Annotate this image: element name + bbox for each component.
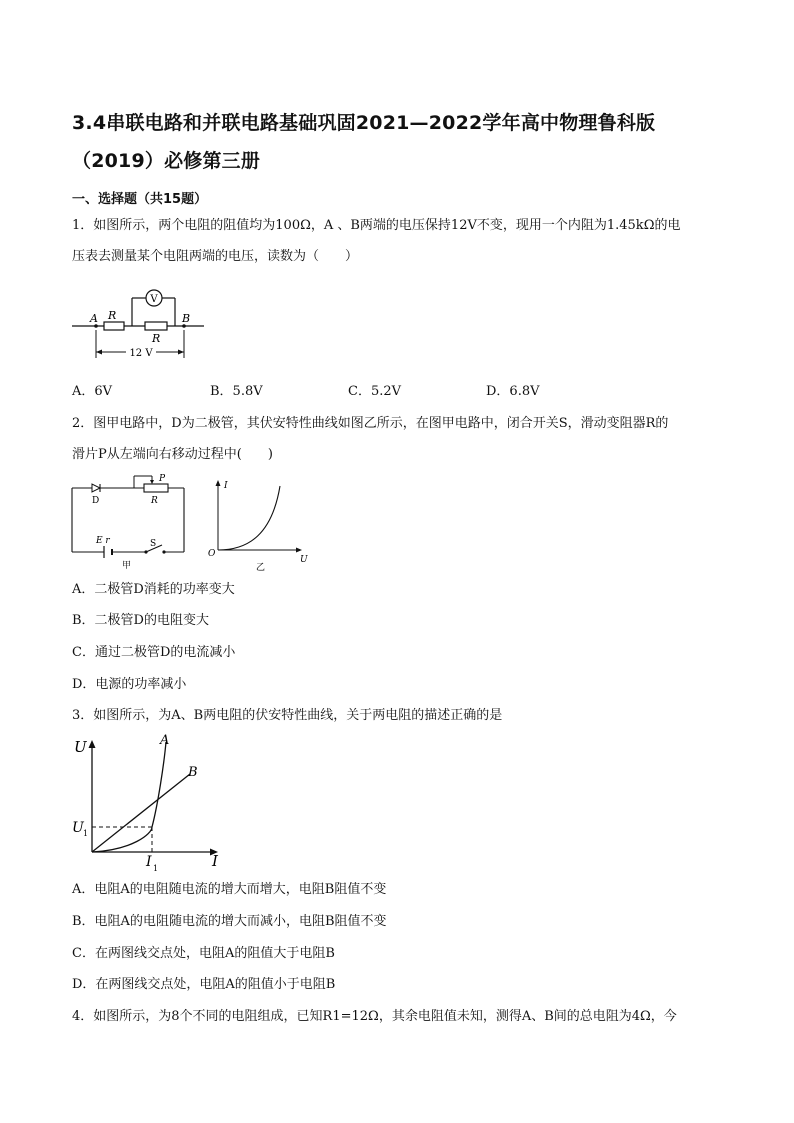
- q2-axis-u: U: [300, 555, 308, 565]
- q1-text-line2: 压表去测量某个电阻两端的电压，读数为（ ）: [72, 249, 359, 264]
- q2-option-d[interactable]: D．电源的功率减小: [72, 677, 187, 692]
- q2-origin: O: [208, 549, 216, 559]
- q1-option-c[interactable]: C．5.2V: [348, 384, 402, 399]
- q1-circuit-figure: [72, 284, 212, 364]
- q3-label-u1-sub: 1: [83, 829, 89, 838]
- q2-circuit-figure-jia: [66, 472, 194, 572]
- q2-label-jia: 甲: [122, 561, 132, 571]
- q2-label-s: S: [150, 539, 157, 549]
- q3-option-d[interactable]: D．在两图线交点处，电阻A的阻值小于电阻B: [72, 977, 336, 992]
- q3-label-i1: I: [146, 854, 152, 870]
- q1-label-r2: R: [152, 332, 161, 345]
- q3-curve-a: [92, 742, 166, 852]
- q2-iv-graph-yi: [204, 476, 310, 572]
- q3-option-c[interactable]: C．在两图线交点处，电阻A的阻值大于电阻B: [72, 946, 335, 961]
- q1-text-line1: 1．如图所示，两个电阻的阻值均为100Ω，A 、B两端的电压保持12V不变，现用一个内阻为1.45kΩ的电: [72, 218, 681, 233]
- q2-label-p: P: [159, 474, 166, 484]
- q2-option-b[interactable]: B．二极管D的电阻变大: [72, 613, 209, 628]
- q2-iv-curve: [218, 486, 280, 550]
- q3-axis-i: I: [212, 852, 218, 870]
- section-heading: 一、选择题（共15题）: [72, 192, 208, 207]
- q2-axis-i: I: [224, 481, 228, 491]
- q2-option-a[interactable]: A．二极管D消耗的功率变大: [72, 582, 235, 597]
- q1-label-b: B: [182, 312, 191, 325]
- q2-text-line2: 滑片P从左端向右移动过程中( ): [72, 447, 273, 462]
- q3-label-i1-sub: 1: [153, 864, 159, 873]
- q3-option-a[interactable]: A．电阻A的电阻随电流的增大而增大，电阻B阻值不变: [72, 882, 387, 897]
- q1-option-d[interactable]: D．6.8V: [486, 384, 540, 399]
- rheostat-icon: [144, 484, 168, 492]
- q3-line-b: [92, 774, 190, 852]
- q3-iv-graph: [72, 732, 232, 874]
- q2-text-line1: 2．图甲电路中，D为二极管，其伏安特性曲线如图乙所示，在图甲电路中，闭合开关S，滑动变阻器R的: [72, 416, 669, 431]
- q3-label-a: A: [160, 733, 170, 748]
- q1-label-a: A: [90, 312, 98, 325]
- q4-text: 4．如图所示，为8个不同的电阻组成，已知R1=12Ω，其余电阻值未知，测得A、B间的总电阻为4Ω，今: [72, 1009, 677, 1024]
- diode-icon: [92, 484, 100, 492]
- q1-option-a[interactable]: A．6V: [72, 384, 113, 399]
- q3-label-b: B: [188, 765, 198, 780]
- q2-label-d: D: [92, 496, 100, 506]
- q1-option-b[interactable]: B．5.8V: [210, 384, 263, 399]
- q2-label-r: R: [151, 496, 158, 506]
- q2-option-c[interactable]: C．通过二极管D的电流减小: [72, 645, 236, 660]
- page-title: 3.4串联电路和并联电路基础巩固2021—2022学年高中物理鲁科版（2019）必修第三册: [72, 112, 656, 172]
- q1-voltage-label: 12 V: [129, 348, 153, 359]
- q3-axis-u: U: [74, 738, 87, 756]
- voltmeter-label: V: [150, 294, 158, 305]
- q2-label-yi: 乙: [256, 563, 266, 572]
- q3-text: 3．如图所示，为A、B两电阻的伏安特性曲线，关于两电阻的描述正确的是: [72, 708, 503, 723]
- q3-option-b[interactable]: B．电阻A的电阻随电流的增大而减小，电阻B阻值不变: [72, 914, 387, 929]
- q2-label-er: E r: [96, 536, 110, 546]
- q1-label-r1: R: [108, 309, 117, 322]
- q3-label-u1: U: [72, 820, 84, 836]
